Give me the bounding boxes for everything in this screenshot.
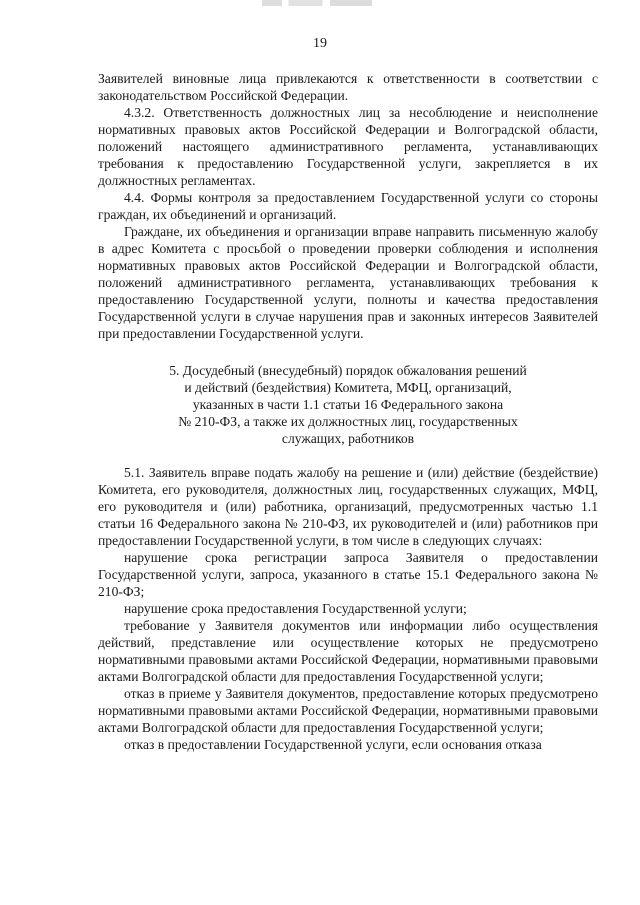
page-number: 19 [313, 36, 327, 51]
list-item: требование у Заявителя документов или информации либо осуществления действий, представление или осуществление которых не предусмотрено нормативными правовыми актами Российской Федерации, нормативными правовыми актами Волгоградской области для предоставления Государственной услуги; [98, 618, 598, 684]
heading-line: указанных в части 1.1 статьи 16 Федерального закона [192, 397, 504, 412]
list-item: нарушение срока предоставления Государственной услуги; [124, 601, 467, 616]
paragraph-citizens-complaint: Граждане, их объединения и организации вправе направить письменную жалобу в адрес Комитета с просьбой о проведении проверки соблюдения и исполнения нормативных правовых актов Российской Федерации и Волгоградской области, положений административного регламента, устанавливающих требования к предоставлению Государственной услуги, полноты и качества предоставления Государственной услуги в случае нарушения прав и законных интересов Заявителей при предоставлении Государственной услуги. [98, 224, 598, 341]
paragraph-4-4: 4.4. Формы контроля за предоставлением Государственной услуги со стороны граждан, их объединений и организаций. [98, 190, 598, 222]
scan-artifact [262, 0, 372, 6]
list-item: отказ в приеме у Заявителя документов, предоставление которых предусмотрено нормативными правовыми актами Российской Федерации, нормативными правовыми актами Волгоградской области для предоставления Государственной услуги; [98, 686, 598, 735]
heading-line: служащих, работников [281, 431, 415, 446]
heading-line: № 210-ФЗ, а также их должностных лиц, государственных [178, 414, 518, 429]
section-5-heading [98, 362, 598, 447]
paragraph-4-3-2: 4.3.2. Ответственность должностных лиц за несоблюдение и неисполнение нормативных правовых актов Российской Федерации и Волгоградской области, положений настоящего административного регламента, устанавливающих требования к предоставлению Государственной услуги, закрепляется в их должностных регламентах. [98, 105, 598, 188]
document-body [98, 70, 598, 753]
heading-line: и действий (бездействия) Комитета, МФЦ, организаций, [184, 380, 512, 395]
paragraph-5-1: 5.1. Заявитель вправе подать жалобу на решение и (или) действие (бездействие) Комитета, его руководителя, должностных лиц, государственных служащих, МФЦ, его руководителя и (или) работника, организаций, предусмотренных частью 1.1 статьи 16 Федерального закона № 210-ФЗ, их руководителей и (или) работников при предоставлении Государственной услуги, в том числе в следующих случаях: [98, 465, 598, 548]
list-item: нарушение срока регистрации запроса Заявителя о предоставлении Государственной услуги, запроса, указанного в статье 15.1 Федерального закона № 210-ФЗ; [98, 550, 598, 599]
heading-line: 5. Досудебный (внесудебный) порядок обжалования решений [169, 363, 527, 378]
list-item: отказ в предоставлении Государственной услуги, если основания отказа [124, 737, 542, 752]
paragraph-continuation: Заявителей виновные лица привлекаются к ответственности в соответствии с законодательством Российской Федерации. [98, 71, 598, 103]
